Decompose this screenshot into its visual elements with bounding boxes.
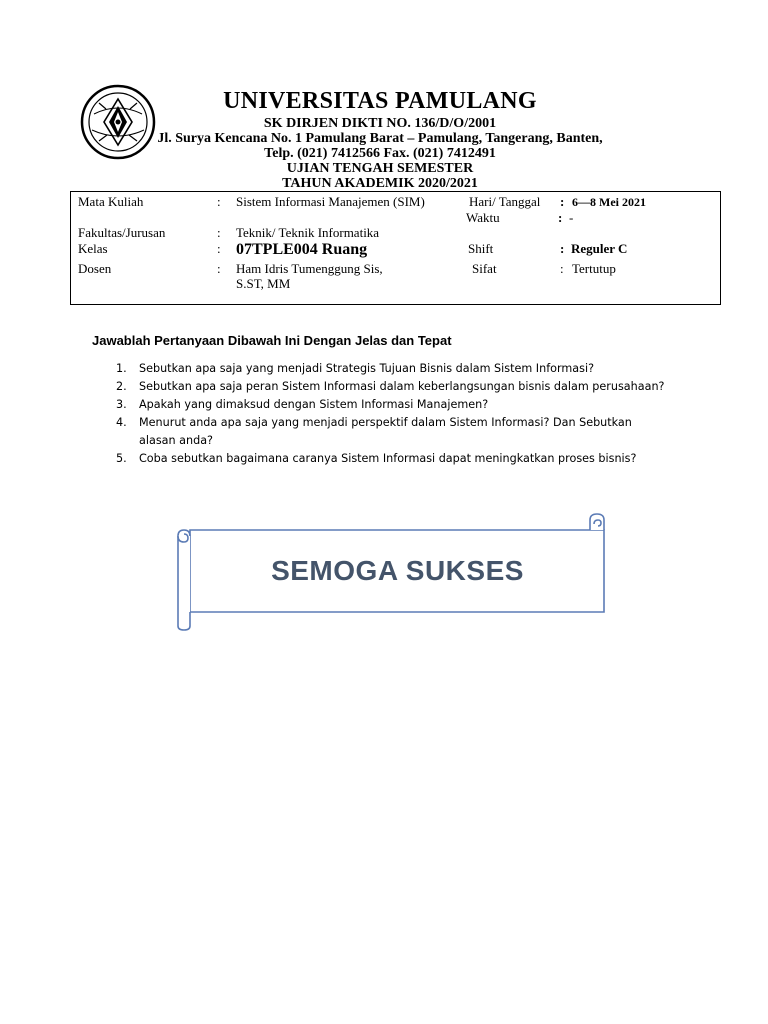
question-list <box>116 360 696 468</box>
banner-text: SEMOGA SUKSES <box>271 555 524 586</box>
shift-label: Shift <box>468 241 494 256</box>
question-number: 3. <box>116 398 127 411</box>
shift-value: Reguler C <box>571 241 628 256</box>
question-item <box>116 360 696 378</box>
question-number: 4. <box>116 416 127 429</box>
course-label: Mata Kuliah <box>78 194 144 209</box>
university-logo-icon <box>80 84 156 160</box>
question-item <box>116 378 696 396</box>
class-colon: : <box>217 241 221 256</box>
question-text: Apakah yang dimaksud dengan Sistem Informasi Manajemen? <box>139 398 489 411</box>
lecturer-value-line2: S.ST, MM <box>236 276 291 291</box>
exam-title: UJIAN TENGAH SEMESTER <box>286 161 474 176</box>
time-label: Waktu <box>466 210 500 225</box>
nature-label: Sifat <box>472 261 497 276</box>
question-text-continued: alasan anda? <box>139 434 213 447</box>
question-item <box>116 414 696 450</box>
nature-colon: : <box>560 261 564 276</box>
question-number: 2. <box>116 380 127 393</box>
university-name: UNIVERSITAS PAMULANG <box>223 88 537 114</box>
address: Jl. Surya Kencana No. 1 Pamulang Barat – Pamulang, Tangerang, Banten, <box>157 131 603 146</box>
decree-number: SK DIRJEN DIKTI NO. 136/D/O/2001 <box>263 116 497 131</box>
class-value: 07TPLE004 Ruang <box>236 241 368 258</box>
shift-colon: : <box>560 241 565 256</box>
lecturer-label: Dosen <box>78 261 112 276</box>
question-text: Sebutkan apa saja yang menjadi Strategis Tujuan Bisnis dalam Sistem Informasi? <box>139 362 595 375</box>
faculty-value: Teknik/ Teknik Informatika <box>236 225 380 240</box>
nature-value: Tertutup <box>572 261 616 276</box>
course-colon: : <box>217 194 221 209</box>
course-value: Sistem Informasi Manajemen (SIM) <box>236 194 425 209</box>
faculty-label: Fakultas/Jurusan <box>78 225 166 240</box>
question-text: Coba sebutkan bagaimana caranya Sistem Informasi dapat meningkatkan proses bisnis? <box>139 452 637 465</box>
day-value: 6—8 Mei 2021 <box>572 195 646 209</box>
academic-year: TAHUN AKADEMIK 2020/2021 <box>282 176 478 191</box>
question-text: Menurut anda apa saja yang menjadi perspektif dalam Sistem Informasi? Dan Sebutkan <box>139 416 632 429</box>
question-item <box>116 396 696 414</box>
exam-info-box <box>70 191 721 305</box>
class-label: Kelas <box>78 241 108 256</box>
instruction-text: Jawablah Pertanyaan Dibawah Ini Dengan Jelas dan Tepat <box>92 333 452 348</box>
question-number: 5. <box>116 452 127 465</box>
lecturer-colon: : <box>217 261 221 276</box>
time-colon: : <box>558 210 563 225</box>
phone-fax: Telp. (021) 7412566 Fax. (021) 7412491 <box>264 146 496 161</box>
lecturer-value-line1: Ham Idris Tumenggung Sis, <box>236 261 383 276</box>
day-label: Hari/ Tanggal <box>469 194 541 209</box>
question-item <box>116 450 696 468</box>
question-number: 1. <box>116 362 127 375</box>
day-colon: : <box>560 194 565 209</box>
faculty-colon: : <box>217 225 221 240</box>
time-value: - <box>569 210 574 225</box>
question-text: Sebutkan apa saja peran Sistem Informasi dalam keberlangsungan bisnis dalam perusahaan? <box>139 380 665 393</box>
